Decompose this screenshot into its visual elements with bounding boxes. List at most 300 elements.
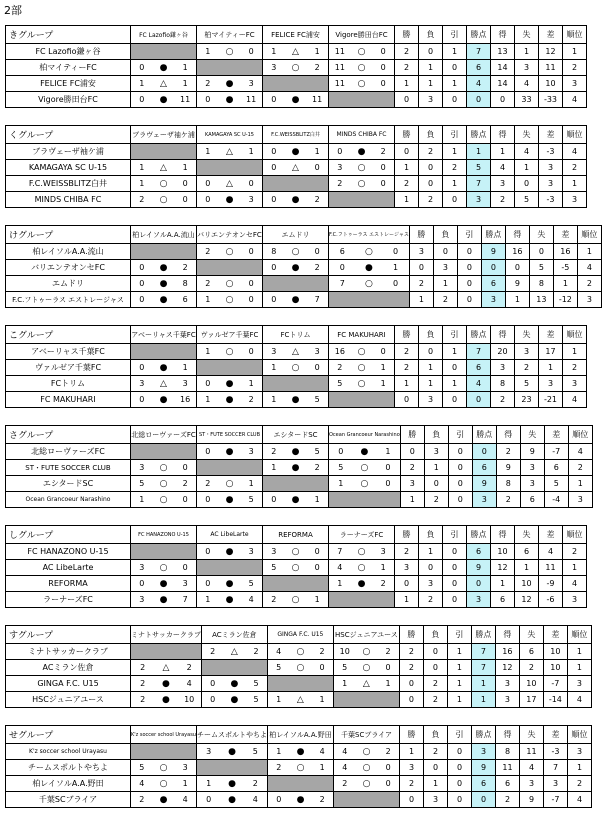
table-row [6,176,587,192]
result-mark: ● [225,78,234,89]
opponent-header: エムドリ [263,226,329,244]
opponent-header: Ocean Grancoeur Narashino [329,426,401,444]
stat-value: 2 [515,360,539,376]
opponent-header: KAMAGAYA SC U-15 [197,126,263,144]
stat-value: 3 [520,776,544,792]
stat-value: 0 [419,160,443,176]
score-against: 0 [380,346,386,356]
match-result [197,76,263,92]
score-against: 7 [182,594,188,604]
match-result [268,760,334,776]
stat-header: 勝点 [467,526,491,544]
self-match-cell [131,544,197,560]
score-against: 1 [248,146,254,156]
self-match-cell [329,92,395,108]
match-result [131,692,202,708]
score-against: 5 [253,694,259,704]
stat-value: 0 [457,276,481,292]
group-name: くグループ [6,126,131,144]
stat-value: 0 [515,176,539,192]
score-for: 4 [337,562,343,572]
stat-value: 6 [481,276,505,292]
score-against: 1 [314,46,320,56]
match-result [131,592,197,608]
stat-value: 1 [419,60,443,76]
stat-value: 9 [520,444,544,460]
stat-value: 1 [400,744,424,760]
stat-value: 9 [481,244,505,260]
stat-value: 1 [563,560,587,576]
table-row [6,76,587,92]
table-row [6,660,592,676]
opponent-header: FC MAKUHARI [329,326,395,344]
score-for: 5 [342,662,348,672]
stat-value: 0 [481,260,505,276]
stat-value: 0 [448,760,472,776]
score-against: 1 [314,146,320,156]
group-table [5,425,593,508]
stat-value: 1 [443,44,467,60]
stat-header: 順位 [563,526,587,544]
score-against: 4 [319,746,325,756]
stat-value: 1 [419,76,443,92]
stat-value: 6 [467,360,491,376]
score-against: 2 [182,478,188,488]
score-for: 1 [139,178,145,188]
match-result [333,644,399,660]
match-result [197,92,263,108]
score-against: 11 [180,94,191,104]
stat-value: 3 [395,560,419,576]
score-for: 5 [338,462,344,472]
score-against: 0 [392,246,399,256]
table-row [6,560,587,576]
score-for: 2 [271,594,277,604]
stat-header: 差 [539,526,563,544]
stat-value: 0 [448,492,472,508]
table-row [6,792,592,808]
stat-value: 8 [529,276,553,292]
stat-value: 7 [471,660,495,676]
match-result [131,160,197,176]
stat-header: 負 [419,326,443,344]
result-mark: ● [159,362,168,373]
stat-value: 0 [423,644,447,660]
score-for: 0 [205,378,211,388]
score-against: 2 [182,262,188,272]
team-name: HSCジュニアユース [6,692,131,708]
match-result [263,60,329,76]
stat-header: 勝 [409,226,433,244]
stat-header: 差 [539,126,563,144]
stat-value: 2 [400,460,424,476]
score-for: 7 [337,546,343,556]
team-name: F.C.フトゥーラス エストレージャス [6,292,131,308]
self-match-cell [197,560,263,576]
team-name: 千葉SCブライア [6,792,131,808]
stat-header: 勝 [399,626,423,644]
stat-header: 順位 [563,26,587,44]
self-match-cell [334,792,400,808]
score-against: 4 [252,794,258,804]
stat-header: 引 [443,526,467,544]
score-for: 0 [139,278,145,288]
stat-value: 1 [443,176,467,192]
score-against: 4 [182,794,188,804]
group-table [5,625,592,708]
group-name: けグループ [6,226,131,244]
stat-header: 順位 [563,326,587,344]
score-for: 2 [139,794,145,804]
stat-value: 2 [419,144,443,160]
stat-value: 6 [544,460,568,476]
result-mark: ○ [357,46,366,57]
match-result [263,344,329,360]
stat-value: 2 [423,692,447,708]
result-mark: △ [362,678,370,689]
opponent-header: FCトリム [263,326,329,344]
result-mark: ○ [365,278,373,289]
score-against: 0 [314,562,320,572]
match-result [268,792,334,808]
opponent-header: Vigore勝田台FC [329,26,395,44]
self-match-cell [329,592,395,608]
stat-header: 勝 [400,426,424,444]
group-table [5,25,587,108]
opponent-header: ヴァルゼア千葉FC [197,326,263,344]
stat-value: 3 [563,192,587,208]
stat-value: 0 [467,576,491,592]
score-against: 1 [248,478,254,488]
result-mark: ● [225,578,234,589]
stat-value: 2 [419,192,443,208]
score-for: 5 [276,662,282,672]
result-mark: △ [226,178,233,189]
score-against: 0 [182,562,188,572]
stat-value: 1 [471,692,495,708]
stat-value: 1 [419,360,443,376]
stat-value: 5 [529,260,553,276]
stat-header: 得 [491,26,515,44]
self-match-cell [197,260,263,276]
result-mark: ○ [225,346,234,357]
stat-value: 20 [491,344,515,360]
score-for: 2 [271,446,277,456]
team-name: 柏レイソルA.A.流山 [6,244,131,260]
stat-value: 2 [395,60,419,76]
score-for: 0 [139,578,145,588]
self-match-cell [131,344,197,360]
team-name: チームスポルトやちよ [6,760,131,776]
stat-value: 4 [539,544,563,560]
score-for: 0 [271,94,277,104]
score-for: 0 [337,146,343,156]
stat-value: 0 [443,560,467,576]
score-for: 4 [342,746,348,756]
score-for: 2 [139,194,145,204]
match-result [263,444,329,460]
table-row [6,744,592,760]
stat-value: 2 [563,544,587,560]
result-mark: ○ [296,662,305,673]
match-result [334,760,400,776]
stat-value: 5 [515,376,539,392]
result-mark: ○ [296,762,305,773]
group-header-row [6,226,602,244]
stat-value: 0 [529,244,553,260]
opponent-header: F.C.WEISSBLITZ白井 [263,126,329,144]
match-result [333,660,399,676]
stat-value: 1 [419,376,443,392]
result-mark: ● [159,62,168,73]
match-result [329,344,395,360]
stat-value: 2 [424,744,448,760]
result-mark: ○ [291,546,300,557]
stat-value: 33 [515,92,539,108]
stat-value: 2 [519,660,543,676]
score-against: 3 [248,78,254,88]
opponent-header: K'z soccer school Urayasu [131,726,197,744]
stat-value: -21 [539,392,563,408]
match-result [263,244,329,260]
stat-value: 1 [563,176,587,192]
match-result [131,792,197,808]
match-result [131,276,197,292]
result-mark: ○ [159,478,168,489]
stat-value: 7 [471,644,495,660]
score-for: 1 [205,346,211,356]
group-table [5,125,587,208]
stat-value: 4 [515,144,539,160]
score-for: 0 [205,446,211,456]
result-mark: ● [159,262,168,273]
result-mark: ○ [159,194,168,205]
group-table [5,525,587,608]
stat-value: 11 [496,760,520,776]
stat-value: 23 [515,392,539,408]
stat-value: 0 [409,260,433,276]
group-header-row [6,26,587,44]
stat-value: 8 [496,744,520,760]
result-mark: ○ [225,294,234,305]
score-against: 1 [182,362,188,372]
stat-value: 3 [567,676,591,692]
result-mark: ● [159,794,168,805]
score-against: 1 [314,494,320,504]
score-against: 1 [380,378,386,388]
stat-value: 0 [457,244,481,260]
stat-header: 引 [447,626,471,644]
score-for: 0 [139,394,145,404]
stat-value: 3 [472,744,496,760]
stat-header: 勝点 [467,26,491,44]
result-mark: △ [160,378,167,389]
team-name: F.C.WEISSBLITZ白井 [6,176,131,192]
opponent-header: GINGA F.C. U15 [267,626,333,644]
score-against: 2 [380,146,386,156]
stat-value: 4 [467,76,491,92]
score-for: 3 [271,546,277,556]
match-result [201,676,267,692]
score-for: 1 [271,394,277,404]
stat-value: 3 [424,792,448,808]
stat-value: 0 [457,292,481,308]
opponent-header: アベーリャス千葉FC [131,326,197,344]
stat-value: 3 [467,192,491,208]
stat-value: 1 [467,144,491,160]
opponent-header: 北総ローヴァーズFC [131,426,197,444]
score-for: 6 [339,246,345,256]
score-against: 0 [385,462,391,472]
score-against: 0 [248,346,254,356]
score-for: 0 [205,578,211,588]
group-header-row [6,526,587,544]
score-against: 0 [248,278,254,288]
score-against: 0 [182,178,188,188]
team-name: FC HANAZONO U-15 [6,544,131,560]
stat-header: 順位 [568,426,592,444]
match-result [131,660,202,676]
match-result [131,260,197,276]
stat-value: 12 [491,560,515,576]
team-name: 北総ローヴァーズFC [6,444,131,460]
stat-value: 2 [443,160,467,176]
score-against: 11 [312,94,323,104]
result-mark: ● [225,594,234,605]
self-match-cell [329,292,410,308]
match-result [197,592,263,608]
table-row [6,544,587,560]
score-for: 1 [205,294,211,304]
stat-value: 3 [409,244,433,260]
result-mark: ○ [159,462,168,473]
stat-value: 0 [419,176,443,192]
match-result [197,444,263,460]
score-for: 2 [205,246,211,256]
group-name: しグループ [6,526,131,544]
stat-header: 勝点 [467,126,491,144]
match-result [329,276,410,292]
result-mark: ○ [360,478,369,489]
match-result [263,260,329,276]
stat-value: 3 [563,376,587,392]
page-title: 2部 [4,4,22,17]
result-mark: ● [228,794,236,805]
score-for: 5 [139,762,145,772]
result-mark: ○ [357,78,366,89]
result-mark: △ [160,162,167,173]
stat-value: 1 [447,660,471,676]
stat-value: 0 [443,60,467,76]
opponent-header: MINDS CHIBA FC [329,126,395,144]
match-result [197,176,263,192]
team-name: Ocean Grancoeur Narashino [6,492,131,508]
stat-value: 6 [472,460,496,476]
stat-value: 7 [467,344,491,360]
stat-value: -9 [539,576,563,592]
score-against: 0 [380,46,386,56]
stat-header: 順位 [577,226,601,244]
score-against: 2 [319,646,325,656]
score-against: 2 [186,662,192,672]
match-result [263,292,329,308]
stat-value: 1 [443,344,467,360]
stat-value: 1 [471,676,495,692]
score-for: 4 [139,778,145,788]
team-name: Vigore勝田台FC [6,92,131,108]
stat-value: 2 [563,60,587,76]
stat-value: 10 [543,660,567,676]
stat-value: 0 [399,676,423,692]
stat-header: 勝点 [472,426,496,444]
match-result [131,392,197,408]
stat-value: 1 [433,276,457,292]
stat-value: 4 [467,376,491,392]
self-match-cell [197,760,268,776]
team-name: ヴァルゼア千葉FC [6,360,131,376]
score-against: 2 [380,578,386,588]
group-table [5,325,587,408]
stat-value: 3 [515,344,539,360]
score-for: 7 [339,278,345,288]
score-for: 3 [139,462,145,472]
stat-value: 2 [423,676,447,692]
match-result [131,460,197,476]
result-mark: ○ [159,762,168,773]
score-against: 0 [385,762,391,772]
match-result [263,392,329,408]
match-result [197,792,268,808]
stat-value: 0 [472,444,496,460]
opponent-header: FC Lazofio鎌ヶ谷 [131,26,197,44]
score-for: 0 [139,362,145,372]
stat-header: 勝 [395,526,419,544]
stat-value: 0 [457,260,481,276]
score-for: 3 [206,746,212,756]
result-mark: ○ [362,662,371,673]
self-match-cell [263,176,329,192]
stat-value: 2 [568,776,592,792]
result-mark: ● [228,746,236,757]
table-row [6,160,587,176]
result-mark: ○ [360,462,369,473]
team-name: MINDS CHIBA FC [6,192,131,208]
stat-value: 2 [395,360,419,376]
score-for: 2 [205,478,211,488]
stat-header: 得 [496,726,520,744]
stat-value: 1 [395,376,419,392]
score-against: 5 [314,446,320,456]
stat-value: 5 [467,160,491,176]
stat-value: 0 [505,260,529,276]
result-mark: ● [230,678,239,689]
score-for: 1 [337,578,343,588]
score-for: 0 [139,294,145,304]
self-match-cell [131,244,197,260]
score-for: 2 [342,778,348,788]
stat-value: 2 [563,160,587,176]
result-mark: ○ [296,646,305,657]
score-against: 5 [252,746,258,756]
stat-value: 0 [448,444,472,460]
score-for: 2 [205,278,211,288]
stat-value: 0 [448,460,472,476]
match-result [197,292,263,308]
score-for: 2 [337,362,343,372]
stat-value: 12 [539,44,563,60]
stat-value: 2 [577,276,601,292]
stat-header: 得 [491,126,515,144]
